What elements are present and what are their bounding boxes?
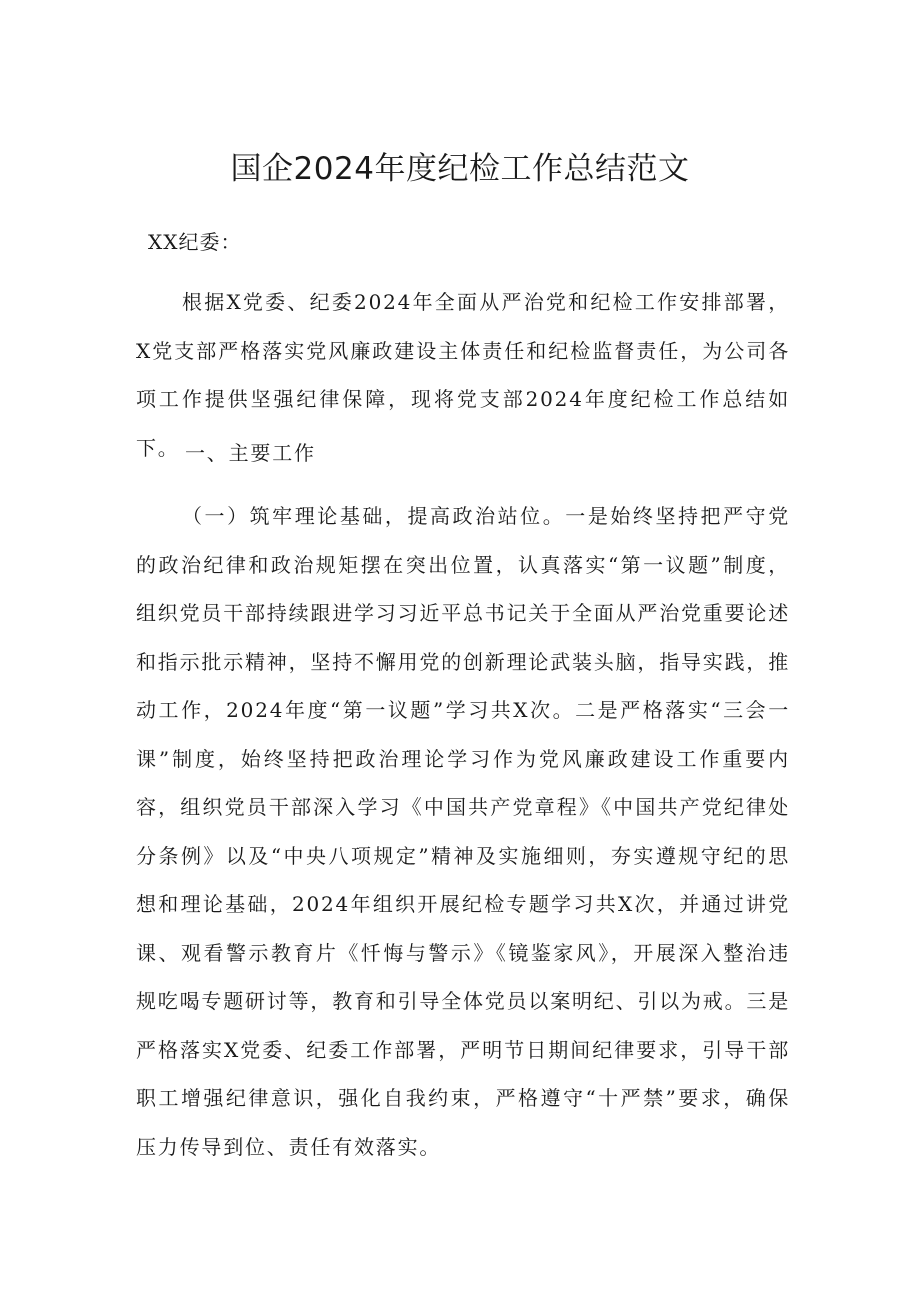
- document-title: 国企2024年度纪检工作总结范文: [230, 151, 690, 187]
- section-paragraph: （一）筑牢理论基础，提高政治站位。一是始终坚持把严守党的政治纪律和政治规矩摆在突出位置，认真落实“第一议题”制度，组织党员干部持续跟进学习习近平总书记关于全面从严治党重要论述和指示批示精神，坚持不懈用党的创新理论武装头脑，指导实践，推动工作，2024年度“第一议题”学习共X次。二是严格落实“三会一课”制度，始终坚持把政治理论学习作为党风廉政建设工作重要内容，组织党员干部深入学习《中国共产党章程》《中国共产党纪律处分条例》以及“中央八项规定”精神及实施细则，夯实遵规守纪的思想和理论基础，2024年组织开展纪检专题学习共X次，并通过讲党课、观看警示教育片《忏悔与警示》《镜鉴家风》，开展深入整治违规吃喝专题研讨等，教育和引导全体党员以案明纪、引以为戒。三是严格落实X党委、纪委工作部署，严明节日期间纪律要求，引导干部职工增强纪律意识，强化自我约束，严格遵守“十严禁”要求，确保压力传导到位、责任有效落实。: [136, 504, 790, 1159]
- salutation: XX纪委：: [148, 230, 242, 254]
- intro-paragraph: 根据X党委、纪委2024年全面从严治党和纪检工作安排部署，X党支部严格落实党风廉政建设主体责任和纪检监督责任，为公司各项工作提供坚强纪律保障，现将党支部2024年度纪检工作总结如下。: [136, 290, 790, 460]
- section-heading: 一、主要工作: [185, 441, 316, 465]
